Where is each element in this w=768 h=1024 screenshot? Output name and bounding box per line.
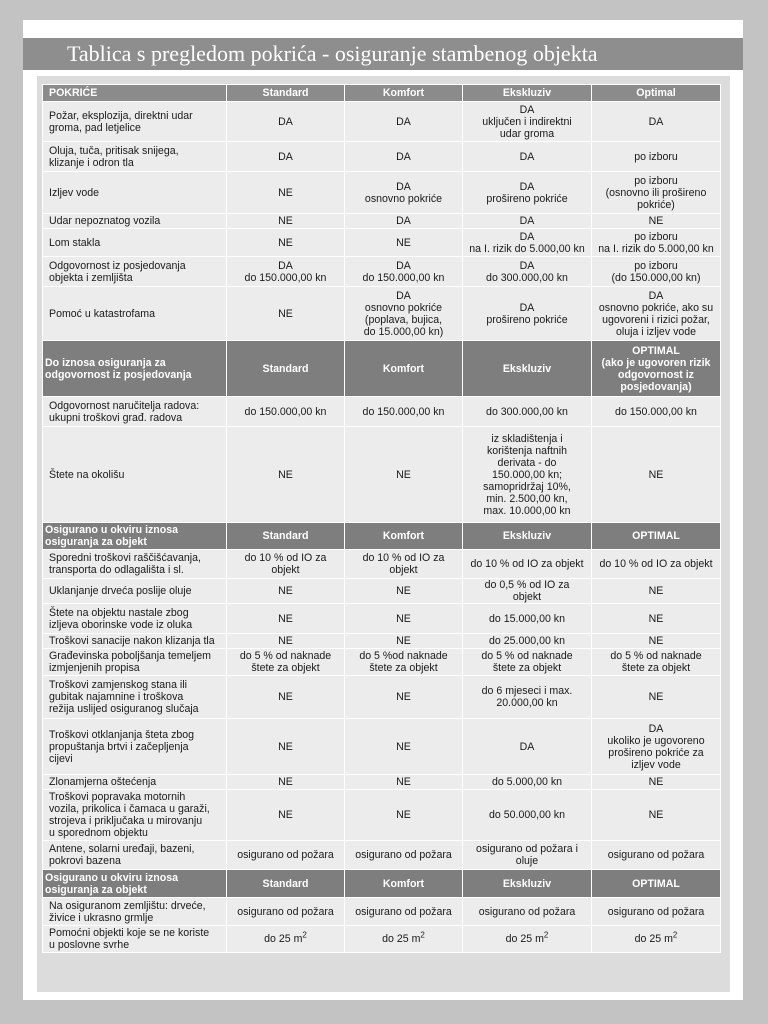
cell-standard: osigurano od požara	[227, 898, 345, 926]
table-row	[43, 604, 721, 634]
cell-standard	[227, 926, 345, 953]
row-label: Lom stakla	[43, 229, 227, 257]
cell-ekskluziv: DA	[463, 214, 592, 229]
cell-standard: NE	[227, 229, 345, 257]
cell-standard: NE	[227, 172, 345, 214]
cell-ekskluziv: DA uključen i indirektni udar groma	[463, 102, 592, 142]
row-label: Troškovi zamjenskog stana ili gubitak najamnine i troškova režija uslijed osiguranog slučaja	[43, 676, 227, 719]
header-cell-pokrice: POKRIĆE	[43, 85, 227, 102]
table-row	[43, 634, 721, 649]
section-col-standard: Standard	[227, 523, 345, 550]
cell-optimal: osigurano od požara	[592, 841, 721, 870]
table-row	[43, 229, 721, 257]
table-header-row	[43, 85, 721, 102]
row-label: Na osiguranom zemljištu: drveće, živice i ukrasno grmlje	[43, 898, 227, 926]
section-header-row	[43, 870, 721, 898]
section-col-ekskluziv: Ekskluziv	[463, 341, 592, 397]
cell-komfort: osigurano od požara	[345, 898, 463, 926]
cell-komfort: DA	[345, 142, 463, 172]
cell-ekskluziv: do 5.000,00 kn	[463, 775, 592, 790]
cell-standard: do 150.000,00 kn	[227, 397, 345, 427]
cell-komfort: DA osnovno pokriće (poplava, bujica, do 15.000,00 kn)	[345, 287, 463, 341]
section-col-standard: Standard	[227, 341, 345, 397]
cell-optimal: NE	[592, 676, 721, 719]
cell-optimal: DA ukoliko je ugovoreno prošireno pokriće za izljev vode	[592, 719, 721, 775]
cell-komfort: NE	[345, 676, 463, 719]
area-value: do 25 m	[634, 933, 673, 945]
table-row	[43, 550, 721, 579]
area-unit-exponent: 2	[543, 930, 549, 940]
row-label: Odgovornost iz posjedovanja objekta i zemljišta	[43, 257, 227, 287]
section-col-komfort: Komfort	[345, 341, 463, 397]
cell-komfort: NE	[345, 229, 463, 257]
cell-komfort: NE	[345, 775, 463, 790]
cell-ekskluziv: do 50.000,00 kn	[463, 790, 592, 841]
cell-komfort: DA osnovno pokriće	[345, 172, 463, 214]
cell-optimal: po izboru na I. rizik do 5.000,00 kn	[592, 229, 721, 257]
row-label: Odgovornost naručitelja radova: ukupni troškovi građ. radova	[43, 397, 227, 427]
area-unit-exponent: 2	[420, 930, 425, 940]
section-header-row	[43, 341, 721, 397]
area-value: do 25 m	[264, 933, 303, 945]
row-label: Izljev vode	[43, 172, 227, 214]
cell-optimal: do 5 % od naknade štete za objekt	[592, 649, 721, 676]
cell-optimal: NE	[592, 775, 721, 790]
row-label: Sporedni troškovi raščišćavanja, transporta do odlagališta i sl.	[43, 550, 227, 579]
cell-komfort: do 150.000,00 kn	[345, 397, 463, 427]
cell-standard: DA	[227, 142, 345, 172]
row-label: Štete na okolišu	[43, 427, 227, 523]
table-row	[43, 676, 721, 719]
row-label: Građevinska poboljšanja temeljem izmjenjenih propisa	[43, 649, 227, 676]
table-row	[43, 257, 721, 287]
area-value: do 25 m	[505, 933, 544, 945]
table-row	[43, 841, 721, 870]
section-col-komfort: Komfort	[345, 523, 463, 550]
cell-ekskluziv: DA do 300.000,00 kn	[463, 257, 592, 287]
cell-optimal: do 10 % od IO za objekt	[592, 550, 721, 579]
row-label: Požar, eksplozija, direktni udar groma, pad letjelice	[43, 102, 227, 142]
cell-standard: do 5 % od naknade štete za objekt	[227, 649, 345, 676]
section-title: Do iznosa osiguranja za odgovornost iz posjedovanja	[43, 341, 227, 397]
header-cell-optimal: Optimal	[592, 85, 721, 102]
row-label: Pomoć u katastrofama	[43, 287, 227, 341]
cell-ekskluziv: DA na I. rizik do 5.000,00 kn	[463, 229, 592, 257]
table-row	[43, 719, 721, 775]
cell-komfort: NE	[345, 790, 463, 841]
cell-standard: DA	[227, 102, 345, 142]
cell-ekskluziv: do 6 mjeseci i max. 20.000,00 kn	[463, 676, 592, 719]
cell-standard: NE	[227, 214, 345, 229]
cell-optimal: DA	[592, 102, 721, 142]
area-value: do 25 m	[382, 933, 421, 945]
table-row	[43, 172, 721, 214]
cell-komfort: do 10 % od IO za objekt	[345, 550, 463, 579]
cell-optimal: NE	[592, 427, 721, 523]
cell-komfort: NE	[345, 427, 463, 523]
cell-optimal: DA osnovno pokriće, ako su ugovoreni i rizici požar, oluja i izljev vode	[592, 287, 721, 341]
table-row	[43, 649, 721, 676]
table-row	[43, 214, 721, 229]
cell-ekskluziv: DA	[463, 142, 592, 172]
cell-optimal: osigurano od požara	[592, 898, 721, 926]
cell-standard: NE	[227, 775, 345, 790]
page-title: Tablica s pregledom pokrića - osiguranje stambenog objekta	[23, 38, 743, 70]
cell-standard: NE	[227, 287, 345, 341]
cell-ekskluziv: do 15.000,00 kn	[463, 604, 592, 634]
cell-optimal: NE	[592, 604, 721, 634]
cell-ekskluziv: DA prošireno pokriće	[463, 287, 592, 341]
cell-komfort: DA	[345, 102, 463, 142]
cell-komfort: DA do 150.000,00 kn	[345, 257, 463, 287]
cell-standard: osigurano od požara	[227, 841, 345, 870]
section-title: Osigurano u okviru iznosa osiguranja za objekt	[43, 870, 227, 898]
section-title: Osigurano u okviru iznosa osiguranja za objekt	[43, 523, 227, 550]
cell-ekskluziv: osigurano od požara i oluje	[463, 841, 592, 870]
table-row	[43, 287, 721, 341]
cell-optimal: po izboru (osnovno ili prošireno pokriće)	[592, 172, 721, 214]
cell-ekskluziv: do 300.000,00 kn	[463, 397, 592, 427]
table-row	[43, 102, 721, 142]
cell-optimal: do 150.000,00 kn	[592, 397, 721, 427]
cell-komfort: NE	[345, 719, 463, 775]
cell-ekskluziv: DA	[463, 719, 592, 775]
table-row	[43, 775, 721, 790]
cell-standard: NE	[227, 790, 345, 841]
coverage-table	[42, 84, 721, 953]
table-row	[43, 142, 721, 172]
cell-komfort: NE	[345, 579, 463, 604]
cell-komfort: NE	[345, 604, 463, 634]
cell-komfort: DA	[345, 214, 463, 229]
row-label: Zlonamjerna oštećenja	[43, 775, 227, 790]
section-col-standard: Standard	[227, 870, 345, 898]
cell-optimal	[592, 926, 721, 953]
header-cell-standard: Standard	[227, 85, 345, 102]
cell-komfort: do 5 %od naknade štete za objekt	[345, 649, 463, 676]
row-label: Troškovi popravaka motornih vozila, prikolica i čamaca u garaži, strojeva i priključaka u mirovanju u sporednom objektu	[43, 790, 227, 841]
row-label: Štete na objektu nastale zbog izljeva oborinske vode iz oluka	[43, 604, 227, 634]
section-col-komfort: Komfort	[345, 870, 463, 898]
section-col-optimal: OPTIMAL (ako je ugovoren rizik odgovornost iz posjedovanja)	[592, 341, 721, 397]
cell-ekskluziv: do 5 % od naknade štete za objekt	[463, 649, 592, 676]
cell-standard: NE	[227, 676, 345, 719]
cell-standard: do 10 % od IO za objekt	[227, 550, 345, 579]
cell-komfort: osigurano od požara	[345, 841, 463, 870]
cell-standard: NE	[227, 427, 345, 523]
section-header-row	[43, 523, 721, 550]
section-col-optimal: OPTIMAL	[592, 523, 721, 550]
header-cell-komfort: Komfort	[345, 85, 463, 102]
row-label: Troškovi otklanjanja šteta zbog propuštanja brtvi i začepljenja cijevi	[43, 719, 227, 775]
cell-optimal: NE	[592, 790, 721, 841]
cell-standard: NE	[227, 634, 345, 649]
cell-optimal: NE	[592, 634, 721, 649]
row-label: Antene, solarni uređaji, bazeni, pokrovi bazena	[43, 841, 227, 870]
cell-ekskluziv: iz skladištenja i korištenja naftnih derivata - do 150.000,00 kn; samopridržaj 10%, min. 2.500,00 kn, max. 10.000,00 kn	[463, 427, 592, 523]
cell-ekskluziv: osigurano od požara	[463, 898, 592, 926]
table-row	[43, 427, 721, 523]
cell-komfort	[345, 926, 463, 953]
cell-optimal: po izboru (do 150.000,00 kn)	[592, 257, 721, 287]
cell-ekskluziv: do 25.000,00 kn	[463, 634, 592, 649]
area-unit-exponent: 2	[672, 930, 678, 940]
row-label: Oluja, tuča, pritisak snijega, klizanje i odron tla	[43, 142, 227, 172]
cell-ekskluziv: do 0,5 % od IO za objekt	[463, 579, 592, 604]
cell-standard: NE	[227, 719, 345, 775]
cell-standard: NE	[227, 604, 345, 634]
table-row	[43, 926, 721, 953]
table-row	[43, 397, 721, 427]
header-cell-ekskluziv: Ekskluziv	[463, 85, 592, 102]
row-label: Troškovi sanacije nakon klizanja tla	[43, 634, 227, 649]
table-row	[43, 898, 721, 926]
cell-komfort: NE	[345, 634, 463, 649]
cell-standard: NE	[227, 579, 345, 604]
cell-standard: DA do 150.000,00 kn	[227, 257, 345, 287]
section-col-optimal: OPTIMAL	[592, 870, 721, 898]
cell-optimal: NE	[592, 214, 721, 229]
row-label: Udar nepoznatog vozila	[43, 214, 227, 229]
cell-optimal: NE	[592, 579, 721, 604]
row-label: Uklanjanje drveća poslije oluje	[43, 579, 227, 604]
cell-ekskluziv	[463, 926, 592, 953]
section-col-ekskluziv: Ekskluziv	[463, 523, 592, 550]
table-row	[43, 579, 721, 604]
cell-ekskluziv: do 10 % od IO za objekt	[463, 550, 592, 579]
cell-ekskluziv: DA prošireno pokriće	[463, 172, 592, 214]
table-row	[43, 790, 721, 841]
cell-optimal: po izboru	[592, 142, 721, 172]
area-unit-exponent: 2	[302, 930, 307, 940]
section-col-ekskluziv: Ekskluziv	[463, 870, 592, 898]
row-label: Pomoćni objekti koje se ne koriste u poslovne svrhe	[43, 926, 227, 953]
